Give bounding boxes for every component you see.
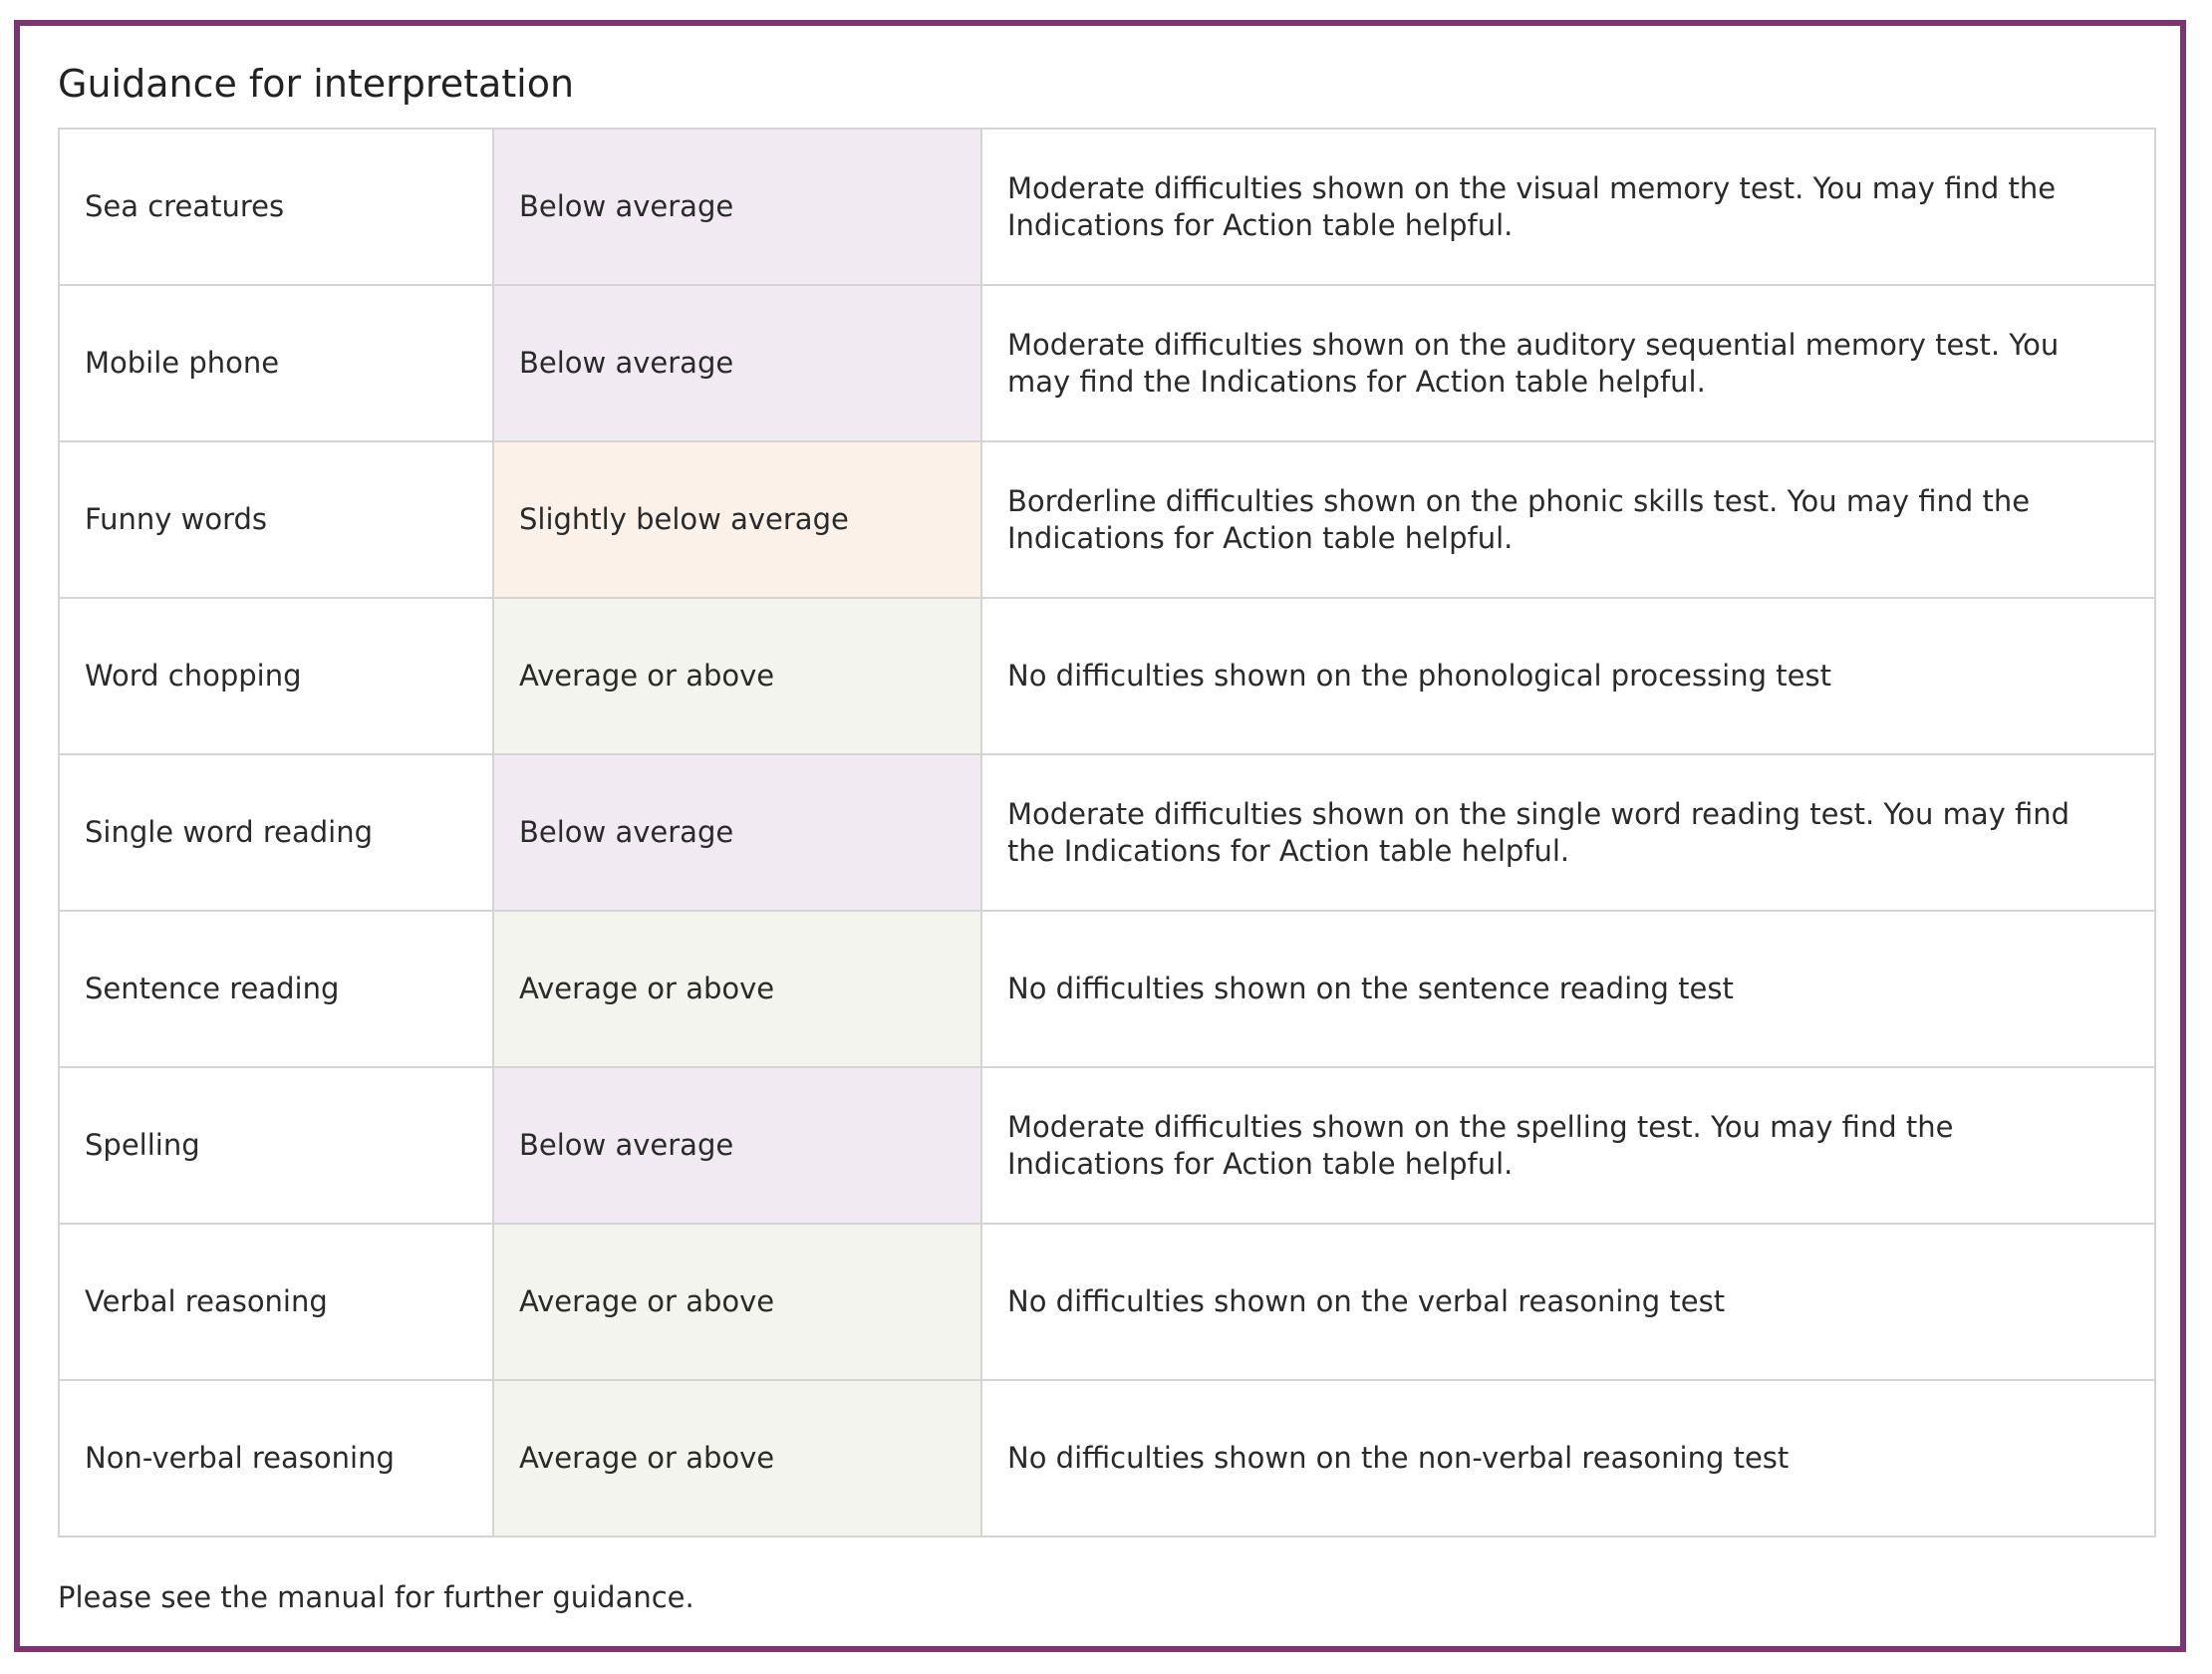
test-name-cell: Verbal reasoning: [59, 1224, 493, 1380]
result-cell: Average or above: [493, 1380, 981, 1536]
guidance-panel: [14, 20, 2186, 1652]
description-cell: No difficulties shown on the phonological processing test: [981, 598, 2155, 754]
test-name-cell: Sentence reading: [59, 911, 493, 1067]
guidance-table: [58, 128, 2156, 1537]
test-name-cell: Spelling: [59, 1067, 493, 1224]
result-cell: Slightly below average: [493, 441, 981, 598]
result-cell: Below average: [493, 129, 981, 285]
table-row: [59, 441, 2155, 598]
test-name-cell: Non-verbal reasoning: [59, 1380, 493, 1536]
description-cell: No difficulties shown on the verbal reasoning test: [981, 1224, 2155, 1380]
table-row: [59, 754, 2155, 911]
table-row: [59, 285, 2155, 441]
description-cell: Moderate difficulties shown on the visual memory test. You may find the Indications for Action table helpful.: [981, 129, 2155, 285]
description-cell: Moderate difficulties shown on the single word reading test. You may find the Indications for Action table helpful.: [981, 754, 2155, 911]
description-cell: Moderate difficulties shown on the auditory sequential memory test. You may find the Indications for Action table helpful.: [981, 285, 2155, 441]
table-row: [59, 1224, 2155, 1380]
result-cell: Average or above: [493, 598, 981, 754]
table-row: [59, 1380, 2155, 1536]
description-cell: Borderline difficulties shown on the phonic skills test. You may find the Indications for Action table helpful.: [981, 441, 2155, 598]
table-row: [59, 129, 2155, 285]
description-cell: Moderate difficulties shown on the spelling test. You may find the Indications for Action table helpful.: [981, 1067, 2155, 1224]
result-cell: Average or above: [493, 911, 981, 1067]
table-row: [59, 911, 2155, 1067]
result-cell: Below average: [493, 285, 981, 441]
description-cell: No difficulties shown on the sentence reading test: [981, 911, 2155, 1067]
test-name-cell: Sea creatures: [59, 129, 493, 285]
description-cell: No difficulties shown on the non-verbal reasoning test: [981, 1380, 2155, 1536]
result-cell: Below average: [493, 754, 981, 911]
result-cell: Average or above: [493, 1224, 981, 1380]
result-cell: Below average: [493, 1067, 981, 1224]
table-row: [59, 598, 2155, 754]
test-name-cell: Word chopping: [59, 598, 493, 754]
test-name-cell: Funny words: [59, 441, 493, 598]
table-row: [59, 1067, 2155, 1224]
test-name-cell: Mobile phone: [59, 285, 493, 441]
test-name-cell: Single word reading: [59, 754, 493, 911]
panel-title: Guidance for interpretation: [58, 62, 575, 106]
footer-note: Please see the manual for further guidance.: [58, 1580, 694, 1614]
